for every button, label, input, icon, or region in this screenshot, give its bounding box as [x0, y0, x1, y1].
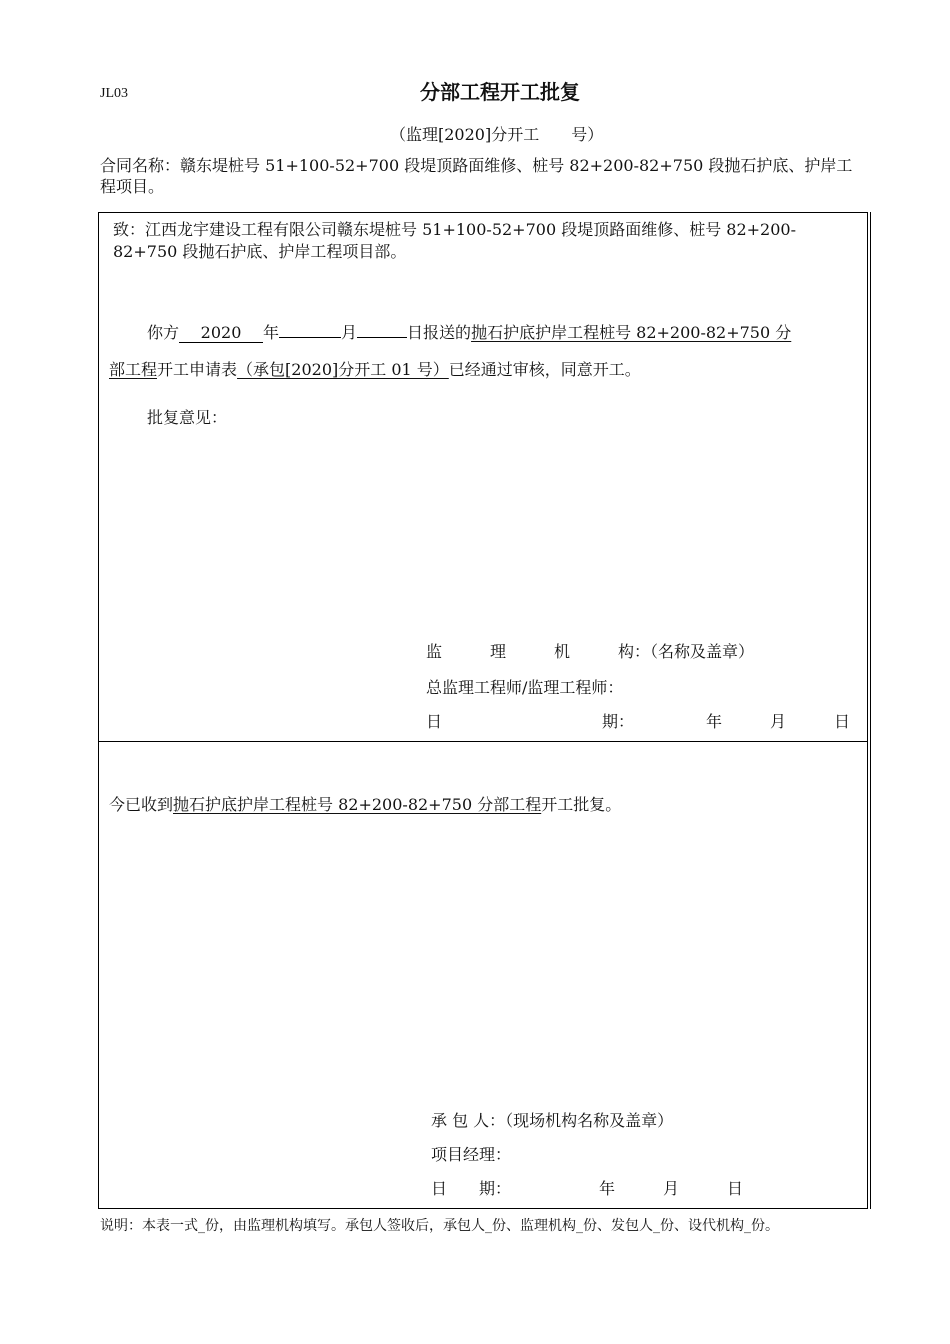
notice-line-1 [147, 319, 791, 343]
approval-date-label: 日 期： 年 月 日 [426, 712, 851, 731]
project-manager-label: 项目经理： [431, 1145, 512, 1164]
contract-value: 赣东堤桩号 51+100-52+700 段堤顶路面维修、桩号 82+200-82+750 段抛石护底、护岸工程项目。 [100, 156, 853, 196]
day-unit: 日报送的 [407, 323, 472, 342]
recipient-line [113, 219, 853, 263]
document-number: （监理[2020]分开工 号） [390, 125, 604, 144]
year-field[interactable]: 2020 [179, 324, 263, 343]
recipient-name: 江西龙宇建设工程有限公司赣东堤桩号 51+100-52+700 段堤顶路面维修、桩号 82+200-82+750 段抛石护底、护岸工程项目部。 [113, 220, 797, 261]
receipt-section [98, 741, 868, 1209]
receipt-date-label: 日 期： 年 月 日 [431, 1179, 744, 1198]
day-field[interactable] [357, 319, 407, 338]
application-ref: （承包[2020]分开工 01 号） [237, 360, 449, 379]
receipt-line [109, 792, 621, 815]
month-field[interactable] [279, 319, 341, 338]
received-text: 今已收到 [109, 795, 174, 814]
contractor-label: 承 包 人：（现场机构名称及盖章） [431, 1111, 674, 1130]
approved-text: 已经通过审核，同意开工。 [448, 360, 641, 379]
month-unit: 月 [341, 323, 358, 342]
approval-section [98, 212, 868, 742]
reply-text: 开工批复。 [541, 795, 622, 814]
year-unit: 年 [263, 323, 280, 342]
you-side-text: 你方 [147, 323, 180, 342]
work-name-part2: 部工程 [109, 360, 158, 379]
contract-name [100, 155, 860, 197]
form-code: JL03 [100, 86, 128, 101]
contract-label: 合同名称： [100, 156, 181, 175]
notice-line-2 [109, 357, 641, 380]
chief-engineer-label: 总监理工程师/监理工程师： [426, 678, 624, 697]
supervisor-org-label: 监 理 机 构：（名称及盖章） [426, 642, 755, 661]
application-text: 开工申请表 [157, 360, 238, 379]
footer-note: 说明：本表一式_份，由监理机构填写。承包人签收后，承包人_份、监理机构_份、发包人_份、设代机构_份。 [100, 1218, 779, 1234]
opinion-label: 批复意见： [147, 408, 228, 427]
to-label: 致： [113, 220, 146, 239]
work-name-part1: 抛石护底护岸工程桩号 82+200-82+750 分 [471, 323, 792, 342]
receipt-work-name: 抛石护底护岸工程桩号 82+200-82+750 分部工程 [173, 795, 542, 814]
page-title: 分部工程开工批复 [420, 80, 580, 104]
